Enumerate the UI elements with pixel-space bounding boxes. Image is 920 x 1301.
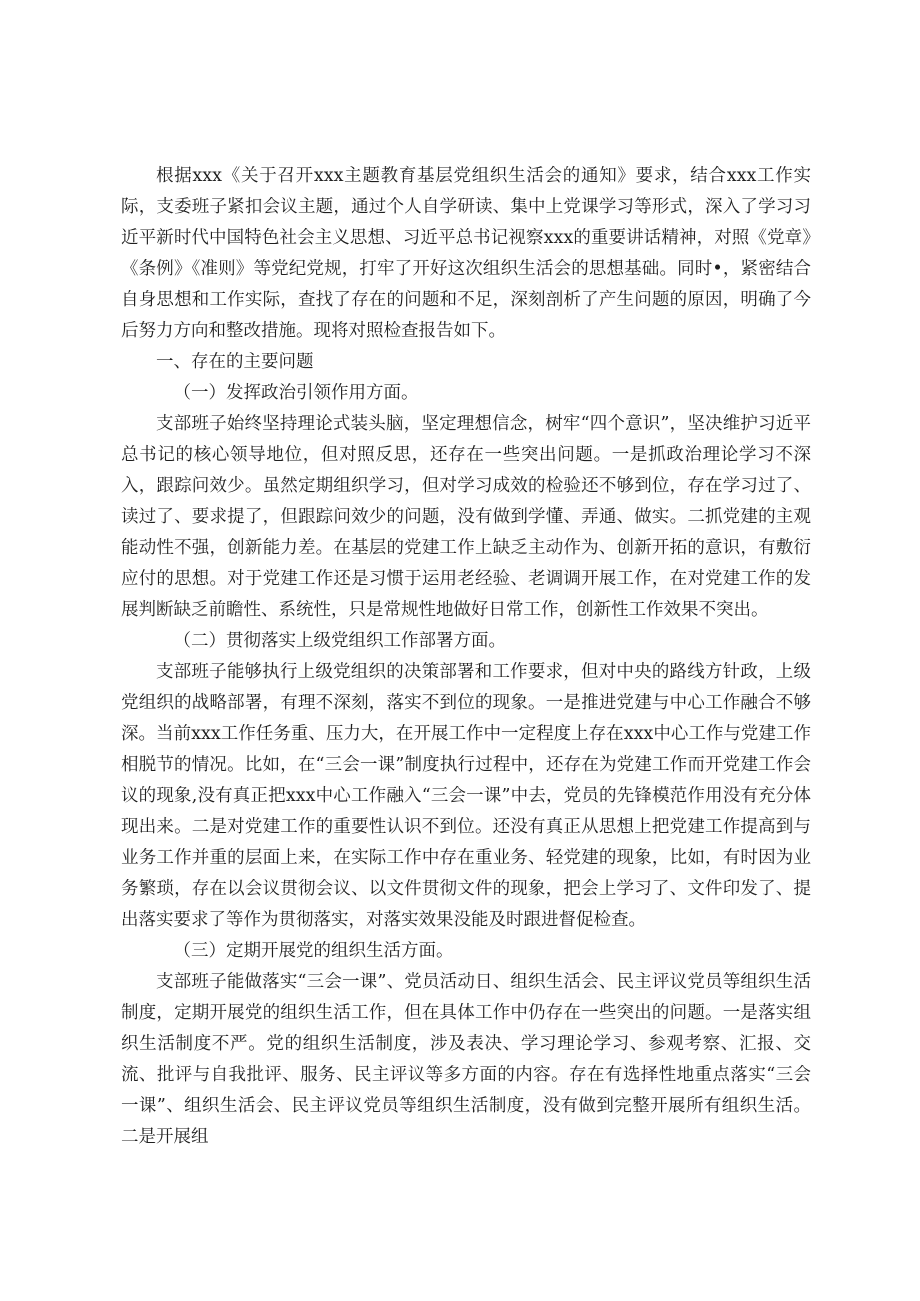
subsection-heading-political-leadership: （一）发挥政治引领作用方面。: [173, 383, 419, 403]
subsection-heading-implementation: （二）贯彻落实上级党组织工作部署方面。: [173, 631, 506, 651]
section-heading-problems: 一、存在的主要问题: [156, 352, 314, 372]
subsection-body-implementation: 支部班子能够执行上级党组织的决策部署和工作要求，但对中央的路线方针政，上级党组织的战略部署，有理不深刻，落实不到位的现象。一是推进党建与中心工作融合不够深。当前xxx工作任务重、压力大，在开展工作中一定程度上存在xxx中心工作与党建工作相脱节的情况。比如，在“三会一课”制度执行过程中，还存在为党建工作而开党建工作会议的现象,没有真正把xxx中心工作融入“三会一课”中去，党员的先锋模范作用没有充分体现出来。二是对党建工作的重要性认识不到位。还没有真正从思想上把党建工作提高到与业务工作并重的层面上来，在实际工作中存在重业务、轻党建的现象，比如，有时因为业务繁琐，存在以会议贯彻会议、以文件贯彻文件的现象，把会上学习了、文件印发了、提出落实要求了等作为贯彻落实，对落实效果没能及时跟进督促检查。: [121, 662, 811, 930]
subsection-heading-organizational-life: （三）定期开展党的组织生活方面。: [173, 941, 454, 961]
document-body: [121, 161, 811, 1153]
subsection-body-organizational-life: 支部班子能做落实“三会一课”、党员活动日、组织生活会、民主评议党员等组织生活制度，定期开展党的组织生活工作，但在具体工作中仍存在一些突出的问题。一是落实组织生活制度不严。党的组织生活制度，涉及表决、学习理论学习、参观考察、汇报、交流、批评与自我批评、服务、民主评议等多方面的内容。存在有选择性地重点落实“三会一课”、组织生活会、民主评议党员等组织生活制度，没有做到完整开展所有组织生活。二是开展组: [121, 972, 811, 1147]
subsection-body-political-leadership: 支部班子始终坚持理论式装头脑，坚定理想信念，树牢“四个意识”，坚决维护习近平总书记的核心领导地位，但对照反思，还存在一些突出问题。一是抓政治理论学习不深入，跟踪问效少。虽然定期组织学习，但对学习成效的检验还不够到位，存在学习过了、读过了、要求提了，但跟踪问效少的问题，没有做到学懂、弄通、做实。二抓党建的主观能动性不强，创新能力差。在基层的党建工作上缺乏主动作为、创新开拓的意识，有敷衍应付的思想。对于党建工作还是习惯于运用老经验、老调调开展工作，在对党建工作的发展判断缺乏前瞻性、系统性，只是常规性地做好日常工作，创新性工作效果不突出。: [121, 414, 811, 620]
intro-paragraph: 根据xxx《关于召开xxx主题教育基层党组织生活会的通知》要求，结合xxx工作实际，支委班子紧扣会议主题，通过个人自学研读、集中上党课学习等形式，深入了学习习近平新时代中国特色社会主义思想、习近平总书记视察xxx的重要讲话精神，对照《党章》《条例》《准则》等党纪党规，打牢了开好这次组织生活会的思想基础。同时•，紧密结合自身思想和工作实际，查找了存在的问题和不足，深刻剖析了产生问题的原因，明确了今后努力方向和整改措施。现将对照检查报告如下。: [121, 166, 811, 341]
